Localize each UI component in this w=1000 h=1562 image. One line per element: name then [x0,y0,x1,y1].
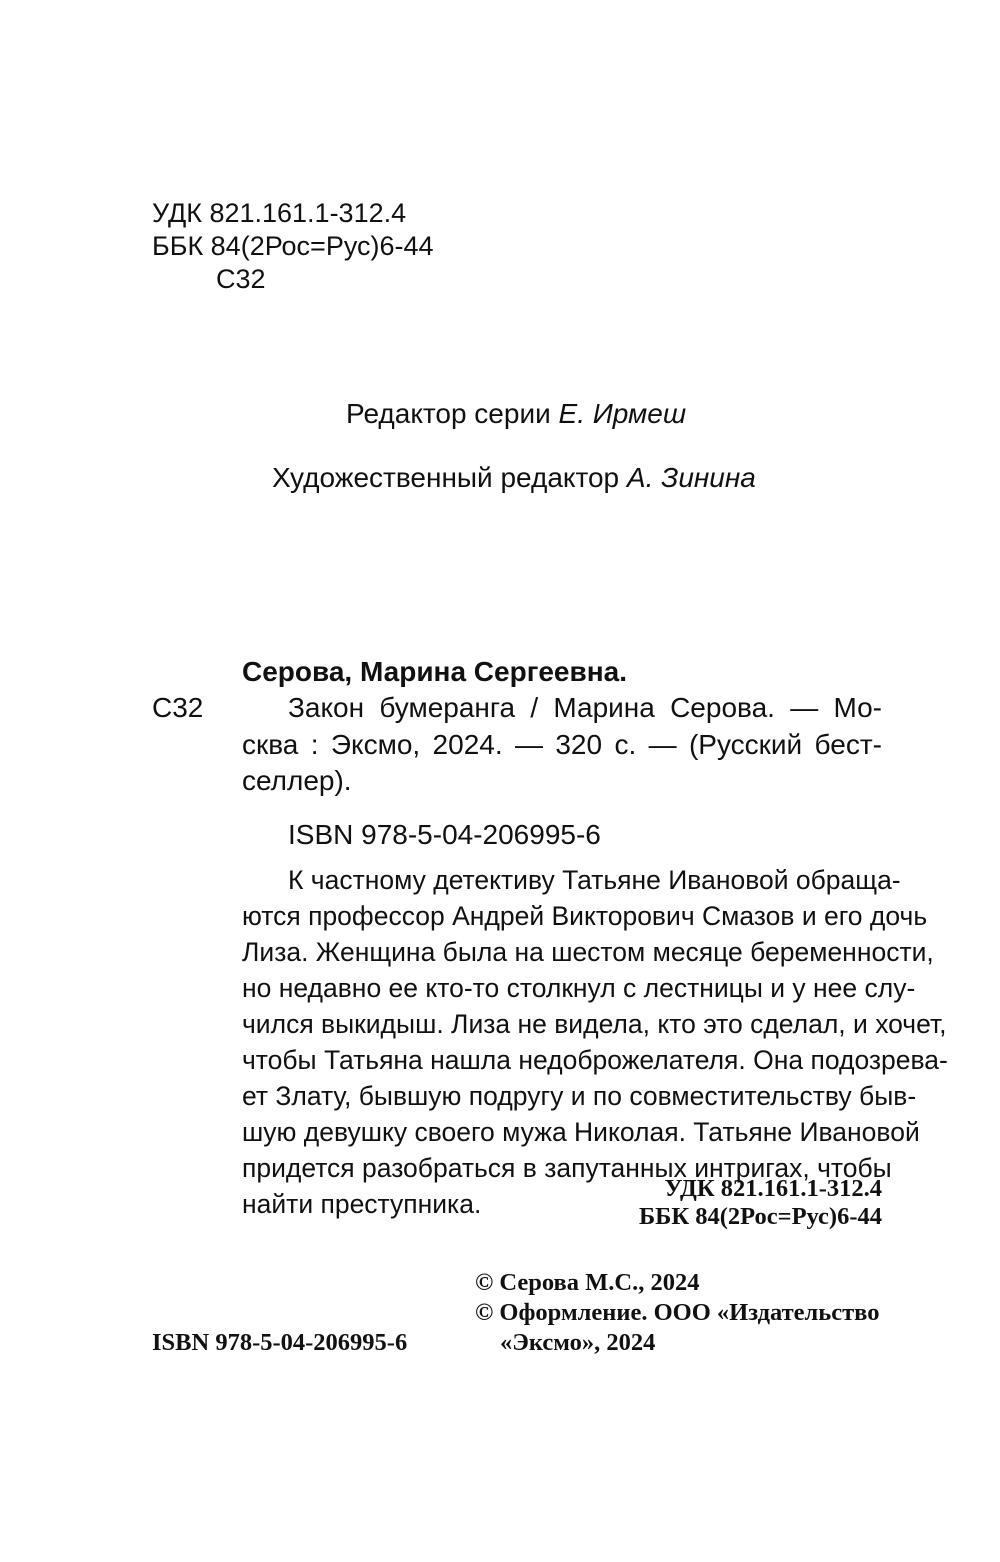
description-line: селлер). [242,765,352,796]
annotation-line: шую девушку своего мужа Николая. Татьяне Ивановой [242,1117,920,1147]
bbk-code-bottom: ББК 84(2Рос=Рус)6-44 [638,1203,882,1230]
udk-code-bottom: УДК 821.161.1-312.4 [664,1175,882,1202]
bbk-code-top: ББК 84(2Рос=Рус)6-44 [152,231,434,261]
art-editor-credit [272,461,756,495]
annotation-line: Лиза. Женщина была на шестом месяце беременности, [242,937,934,967]
art-editor-name: А. Зинина [626,462,756,493]
udk-code-top: УДК 821.161.1-312.4 [152,198,407,228]
annotation-line: но недавно ее кто-то столкнул с лестницы и у нее слу- [242,973,916,1003]
author-heading: Серова, Марина Сергеевна. [242,656,627,687]
series-editor-label: Редактор серии [346,398,551,429]
art-editor-label: Художественный редактор [272,462,620,493]
series-editor-name: Е. Ирмеш [558,398,687,429]
bibliographic-description [242,690,882,800]
annotation-line: придется разобраться в запутанных интригах, чтобы [242,1153,892,1183]
annotation-line: ются профессор Андрей Викторович Смазов и его дочь [242,901,928,931]
annotation-line: чтобы Татьяна нашла недоброжелателя. Она подозрева- [242,1045,948,1075]
copyright-author: © Серова М.С., 2024 [475,1269,700,1296]
isbn-bottom: ISBN 978-5-04-206995-6 [152,1329,408,1356]
annotation-line: ет Злату, бывшую подругу и по совместительству быв- [242,1081,917,1111]
description-line: сква : Эксмо, 2024. — 320 с. — (Русский бест- [242,728,882,760]
author-mark: С32 [152,692,204,723]
series-editor-credit [346,397,686,431]
copyright-publisher: «Эксмо», 2024 [500,1329,656,1356]
description-line: Закон бумеранга / Марина Серова. — Мо- [288,692,882,723]
annotation-line: найти преступника. [242,1189,482,1219]
isbn-main: ISBN 978-5-04-206995-6 [288,819,601,850]
copyright-design: © Оформление. ООО «Издательство [475,1299,880,1326]
annotation-line: чился выкидыш. Лиза не видела, кто это сделал, и хочет, [242,1009,947,1039]
annotation-line: К частному детективу Татьяне Ивановой обраща- [288,865,901,895]
author-mark-top: С32 [216,264,266,294]
annotation [242,862,948,1222]
